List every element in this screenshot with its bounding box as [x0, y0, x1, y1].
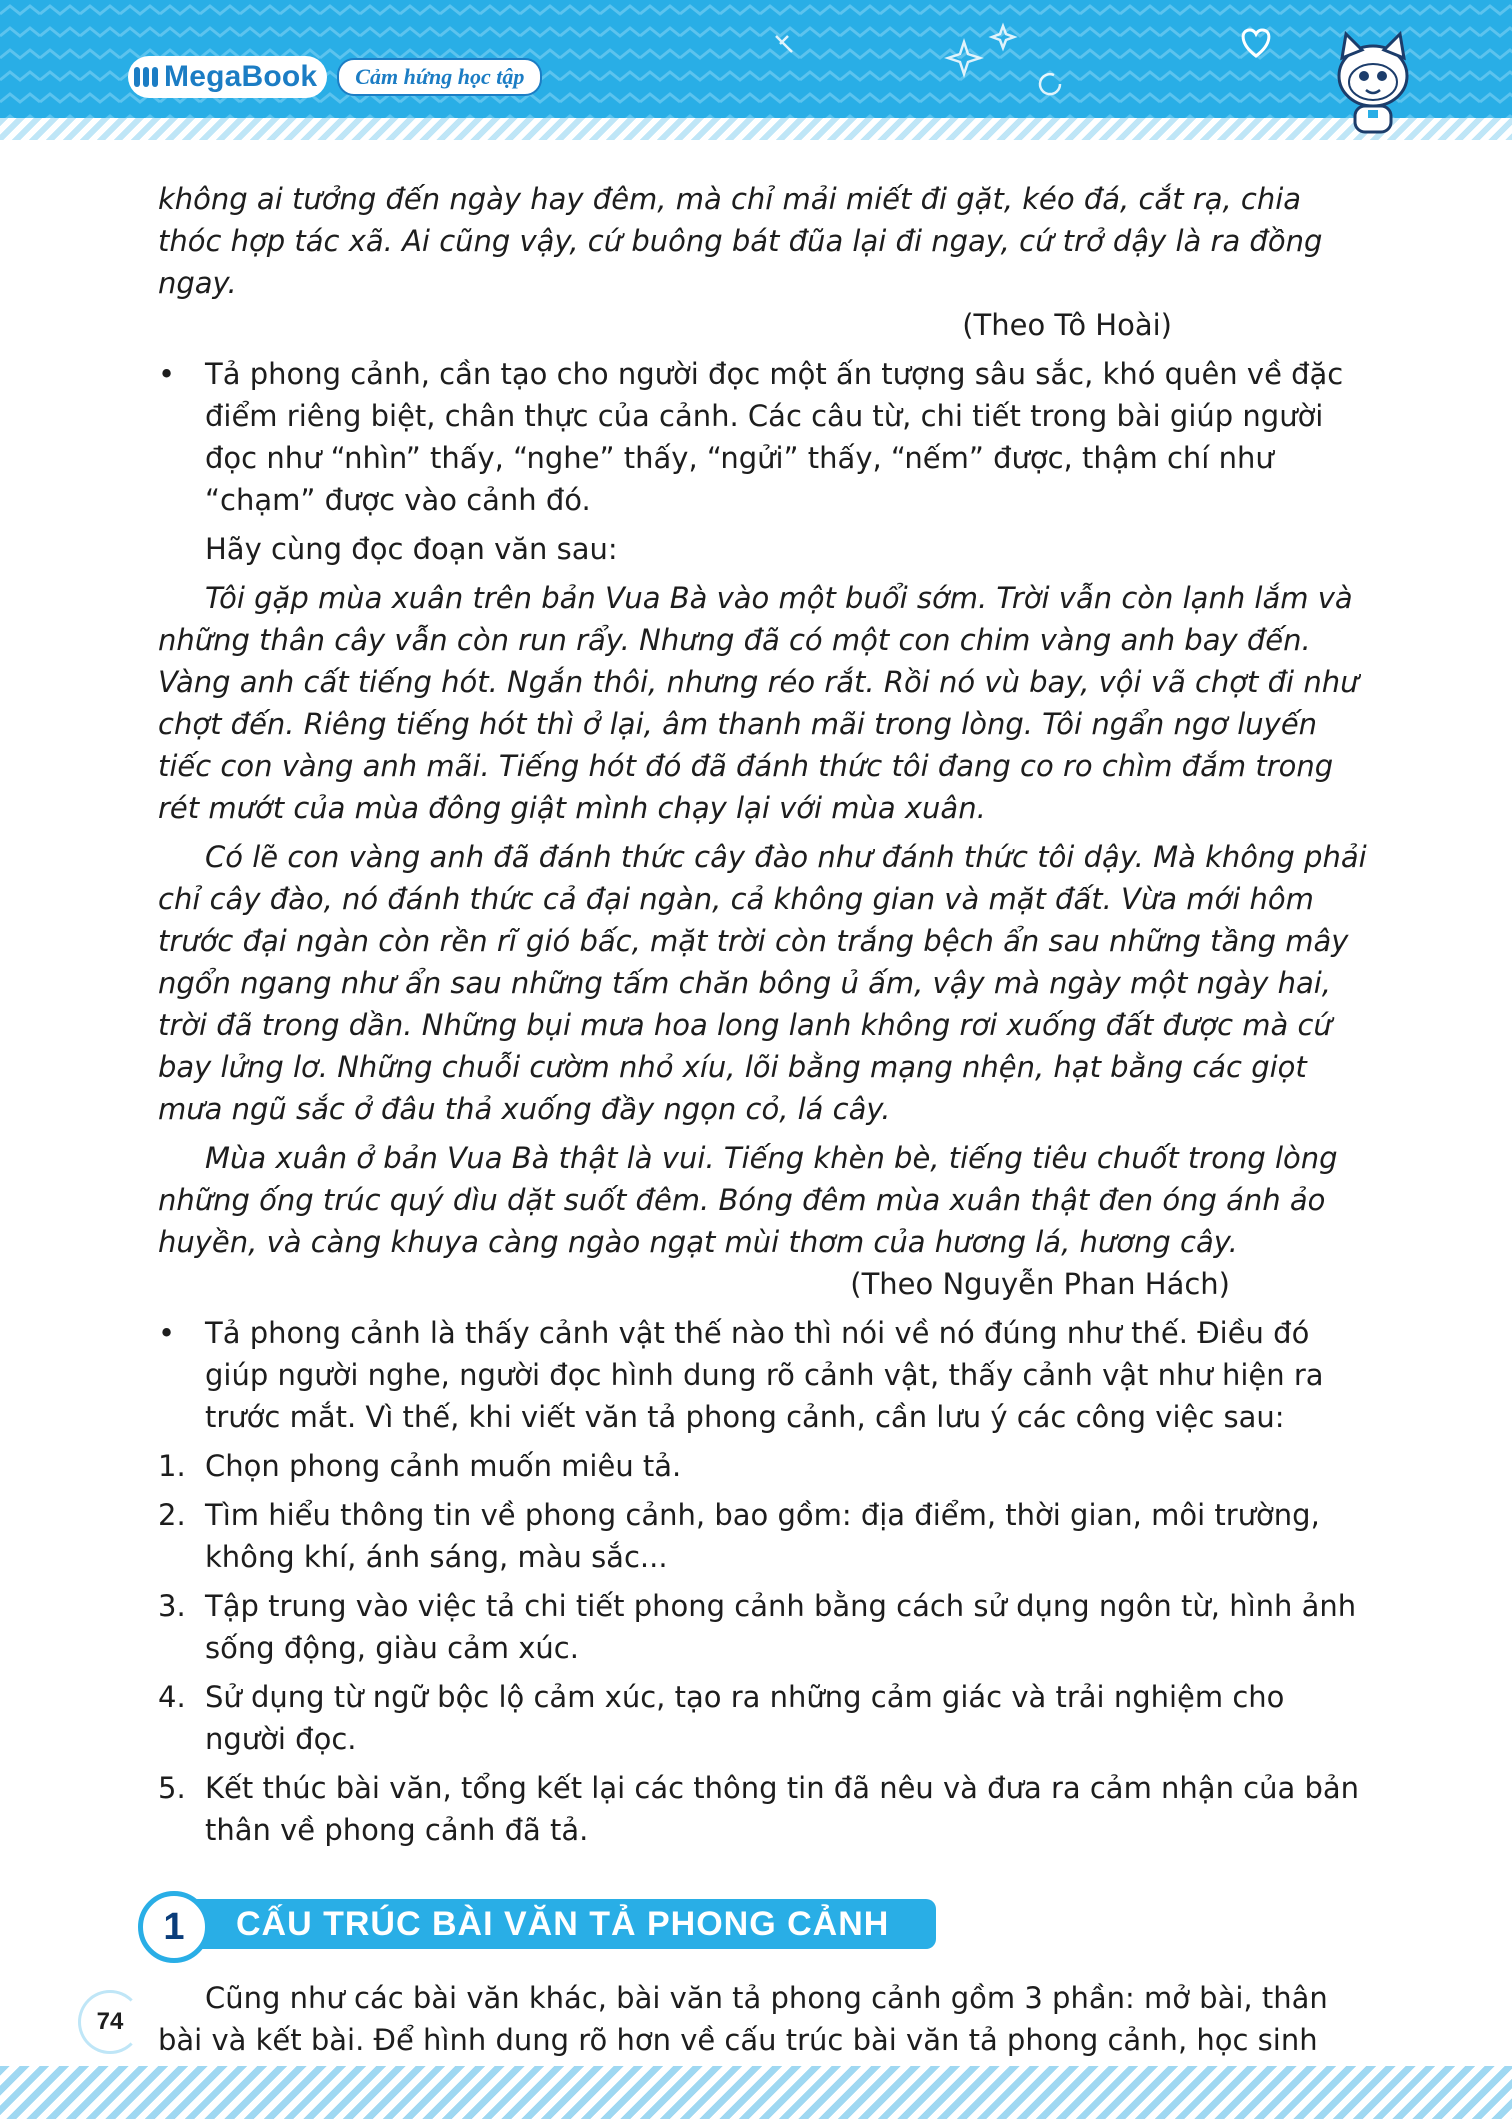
- bullet-item: [158, 353, 1370, 521]
- step-number: 5.: [158, 1771, 186, 1805]
- mascot-icon: [1328, 26, 1418, 136]
- step-text: Kết thúc bài văn, tổng kết lại các thông tin đã nêu và đưa ra cảm nhận của bản thân về phong cảnh đã tả.: [205, 1771, 1360, 1847]
- section-title: CẤU TRÚC BÀI VĂN TẢ PHONG CẢNH: [236, 1905, 890, 1943]
- step-number: 3.: [158, 1589, 186, 1623]
- step-item: [158, 1494, 1370, 1578]
- passage-paragraph: Có lẽ con vàng anh đã đánh thức cây đào như đánh thức tôi dậy. Mà không phải chỉ cây đào, nó đánh thức cả đại ngàn, cả không gian và mặt đất. Vừa mới hôm trước đại ngàn còn rền rĩ gió bấc, mặt trời còn trắng bệch ẩn sau những tầng mây ngổn ngang như ẩn sau những tấm chăn bông ủ ấm, vậy mà ngày một ngày hai, trời đã trong dần. Những bụi mưa hoa long lanh không rơi xuống đất được mà cứ bay lửng lơ. Những chuỗi cườm nhỏ xíu, lõi bằng mạng nhện, hạt bằng các giọt mưa ngũ sắc ở đâu thả xuống đầy ngọn cỏ, lá cây.: [158, 840, 1367, 1126]
- header-stripe-band: [0, 118, 1512, 140]
- closing-paragraph: Cũng như các bài văn khác, bài văn tả phong cảnh gồm 3 phần: mở bài, thân bài và kết bài. Để hình dung rõ hơn về cấu trúc bài văn tả phong cảnh, học sinh: [158, 1981, 1328, 2057]
- step-number: 1.: [158, 1449, 186, 1483]
- page-content: [158, 178, 1370, 2103]
- sparkle-icons: [760, 14, 1080, 114]
- footer-stripe-band: [0, 2066, 1512, 2119]
- bullet-item: [158, 1312, 1370, 1438]
- source-tohoai: (Theo Tô Hoài): [962, 308, 1172, 342]
- brand-pill: [128, 56, 327, 98]
- bullet-text: Tả phong cảnh, cần tạo cho người đọc một ấn tượng sâu sắc, khó quên về đặc điểm riêng biệt, chân thực của cảnh. Các câu từ, chi tiết trong bài giúp người đọc như “nhìn” thấy, “nghe” thấy, “ngửi” thấy, “nếm” được, thậm chí như “chạm” được vào cảnh đó.: [205, 357, 1344, 517]
- step-text: Chọn phong cảnh muốn miêu tả.: [205, 1449, 682, 1483]
- brand-name: MegaBook: [164, 60, 318, 93]
- passage-paragraph: Mùa xuân ở bản Vua Bà thật là vui. Tiếng khèn bè, tiếng tiêu chuốt trong lòng những ống trúc quý dìu dặt suốt đêm. Bóng đêm mùa xuân thật đen óng ánh ảo huyền, và càng khuya càng ngào ngạt mùi thơm của hương lá, hương cây.: [158, 1141, 1338, 1259]
- brand-logo: [128, 56, 542, 98]
- bullet-text: Tả phong cảnh là thấy cảnh vật thế nào thì nói về nó đúng như thế. Điều đó giúp người nghe, người đọc hình dung rõ cảnh vật, thấy cảnh vật như hiện ra trước mắt. Vì thế, khi viết văn tả phong cảnh, cần lưu ý các công việc sau:: [205, 1316, 1324, 1434]
- heart-icon: [1236, 22, 1276, 62]
- step-text: Sử dụng từ ngữ bộc lộ cảm xúc, tạo ra những cảm giác và trải nghiệm cho người đọc.: [205, 1680, 1285, 1756]
- intro-line: Hãy cùng đọc đoạn văn sau:: [205, 532, 618, 566]
- step-item: [158, 1445, 1370, 1487]
- passage-paragraph: Tôi gặp mùa xuân trên bản Vua Bà vào một buổi sớm. Trời vẫn còn lạnh lắm và những thân cây vẫn còn run rẩy. Nhưng đã có một con chim vàng anh bay đến. Vàng anh cất tiếng hót. Ngắn thôi, nhưng réo rắt. Rồi nó vù bay, vội vã chợt đi như chợt đến. Riêng tiếng hót thì ở lại, âm thanh mãi trong lòng. Tôi ngẩn ngơ luyến tiếc con vàng anh mãi. Tiếng hót đó đã đánh thức tôi đang co ro chìm đắm trong rét mướt của mùa đông giật mình chạy lại với mùa xuân.: [158, 581, 1359, 825]
- passage-tohoai: không ai tưởng đến ngày hay đêm, mà chỉ mải miết đi gặt, kéo đá, cắt rạ, chia thóc hợp tác xã. Ai cũng vậy, cứ buông bát đũa lại đi ngay, cứ trở dậy là ra đồng ngay.: [158, 182, 1323, 300]
- step-text: Tìm hiểu thông tin về phong cảnh, bao gồm: địa điểm, thời gian, môi trường, không khí, ánh sáng, màu sắc...: [205, 1498, 1320, 1574]
- page-number: 74: [78, 1990, 142, 2054]
- bullet-marker: •: [158, 357, 176, 391]
- source-nguyenphanhach: (Theo Nguyễn Phan Hách): [850, 1267, 1230, 1301]
- brand-slogan: Cảm hứng học tập: [337, 58, 542, 96]
- page-header: [0, 0, 1512, 140]
- step-item: [158, 1676, 1370, 1760]
- step-item: [158, 1585, 1370, 1669]
- step-item: [158, 1767, 1370, 1851]
- step-number: 2.: [158, 1498, 186, 1532]
- section-number: 1: [138, 1891, 210, 1963]
- bullet-marker: •: [158, 1316, 176, 1350]
- brand-bars-icon: [134, 67, 158, 87]
- section-heading: [138, 1891, 938, 1957]
- step-text: Tập trung vào việc tả chi tiết phong cảnh bằng cách sử dụng ngôn từ, hình ảnh sống động, giàu cảm xúc.: [205, 1589, 1357, 1665]
- step-number: 4.: [158, 1680, 186, 1714]
